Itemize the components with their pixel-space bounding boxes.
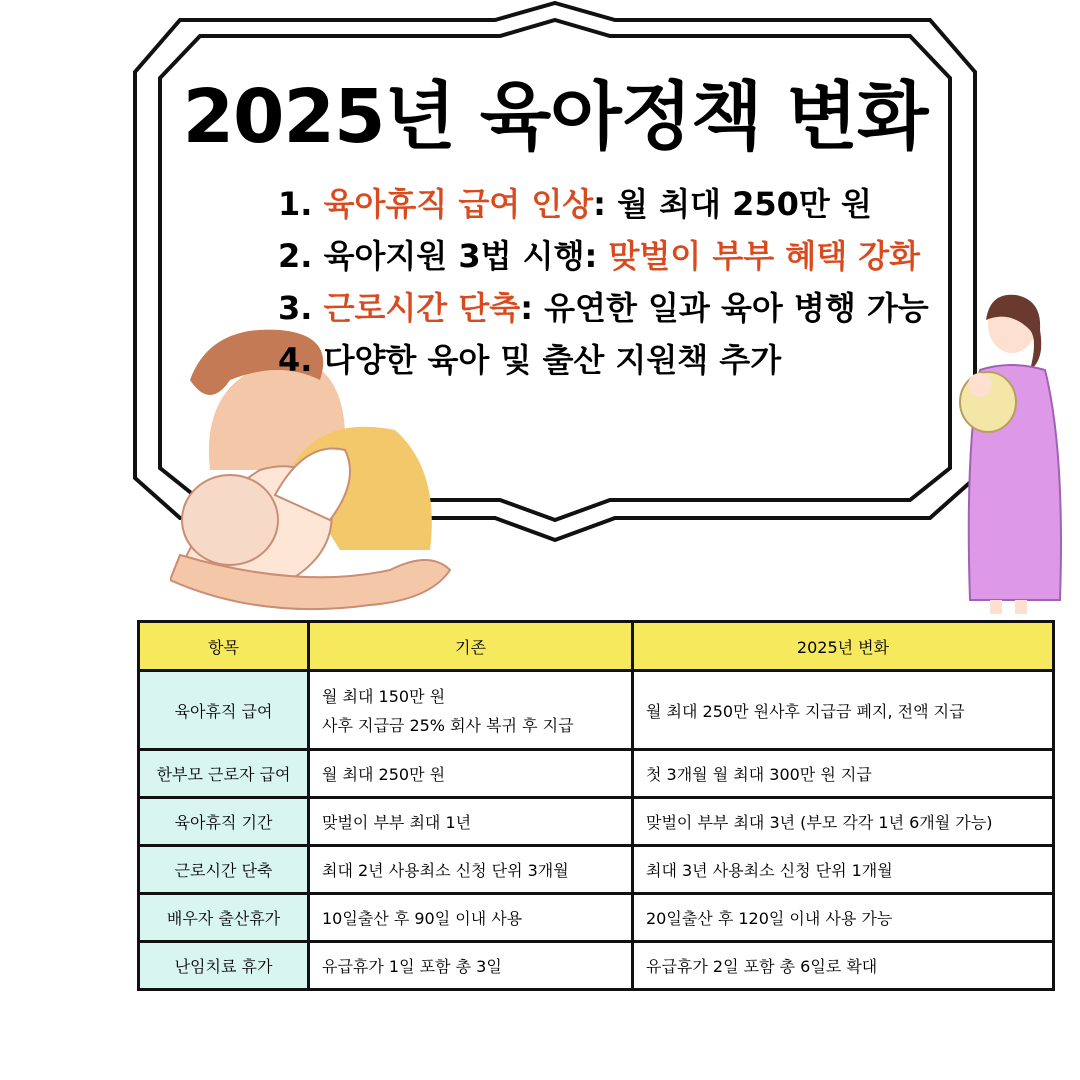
table-row <box>139 671 1054 750</box>
table-row <box>139 846 1054 894</box>
policy-item-2 <box>278 230 929 282</box>
row-new: 20일출산 후 120일 이내 사용 가능 <box>633 894 1054 942</box>
row-item: 난임치료 휴가 <box>139 942 309 990</box>
row-item: 육아휴직 급여 <box>139 671 309 750</box>
policy-highlight: 근로시간 단축 <box>323 289 521 327</box>
row-new: 월 최대 250만 원사후 지급금 폐지, 전액 지급 <box>633 671 1054 750</box>
row-new: 유급휴가 2일 포함 총 6일로 확대 <box>633 942 1054 990</box>
mother-baby-illustration <box>950 290 1070 620</box>
policy-number: 3. <box>278 289 313 327</box>
header-new: 2025년 변화 <box>633 622 1054 671</box>
policy-number: 1. <box>278 185 313 223</box>
row-old <box>309 671 633 750</box>
header-old: 기존 <box>309 622 633 671</box>
row-new: 최대 3년 사용최소 신청 단위 1개월 <box>633 846 1054 894</box>
policy-list <box>278 178 929 386</box>
policy-text: : 유연한 일과 육아 병행 가능 <box>520 289 929 327</box>
row-old: 월 최대 250만 원 <box>309 750 633 798</box>
row-old: 맞벌이 부부 최대 1년 <box>309 798 633 846</box>
row-old-line: 사후 지급금 25% 회사 복귀 후 지급 <box>322 716 574 735</box>
policy-highlight: 맞벌이 부부 혜택 강화 <box>608 237 921 275</box>
header-item: 항목 <box>139 622 309 671</box>
table-row <box>139 894 1054 942</box>
policy-comparison-table <box>137 620 1055 991</box>
row-new: 첫 3개월 월 최대 300만 원 지급 <box>633 750 1054 798</box>
row-item: 육아휴직 기간 <box>139 798 309 846</box>
row-item: 한부모 근로자 급여 <box>139 750 309 798</box>
row-old-line: 월 최대 150만 원 <box>322 687 446 706</box>
row-old: 유급휴가 1일 포함 총 3일 <box>309 942 633 990</box>
row-old: 최대 2년 사용최소 신청 단위 3개월 <box>309 846 633 894</box>
table-row <box>139 942 1054 990</box>
table-row <box>139 798 1054 846</box>
policy-text: 다양한 육아 및 출산 지원책 추가 <box>323 341 782 379</box>
row-new: 맞벌이 부부 최대 3년 (부모 각각 1년 6개월 가능) <box>633 798 1054 846</box>
policy-highlight: 육아휴직 급여 인상 <box>323 185 594 223</box>
table-header-row <box>139 622 1054 671</box>
policy-item-1 <box>278 178 929 230</box>
policy-item-4 <box>278 334 929 386</box>
row-old: 10일출산 후 90일 이내 사용 <box>309 894 633 942</box>
row-item: 배우자 출산휴가 <box>139 894 309 942</box>
row-item: 근로시간 단축 <box>139 846 309 894</box>
policy-item-3 <box>278 282 929 334</box>
policy-text: : 월 최대 250만 원 <box>593 185 872 223</box>
table-row <box>139 750 1054 798</box>
policy-number: 4. <box>278 341 313 379</box>
page-title: 2025년 육아정책 변화 <box>182 74 928 160</box>
policy-number: 2. <box>278 237 313 275</box>
policy-text: 육아지원 3법 시행: <box>323 237 609 275</box>
